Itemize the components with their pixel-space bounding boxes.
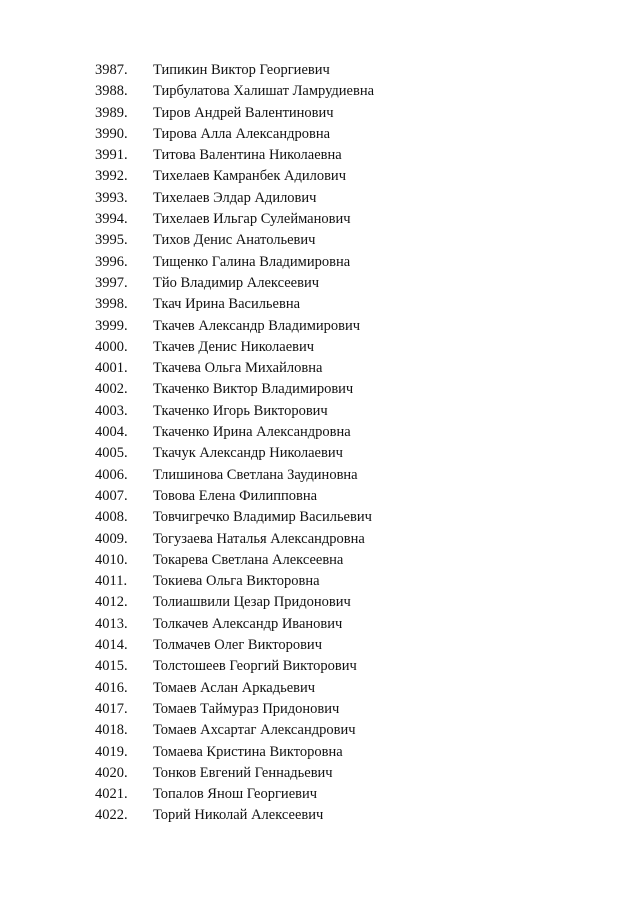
entry-name: Томаев Ахсартаг Александрович xyxy=(153,722,356,739)
entry-number: 4012. xyxy=(95,594,128,611)
entry-number: 4018. xyxy=(95,722,128,739)
entry-name: Толкачев Александр Иванович xyxy=(153,615,343,632)
list-item xyxy=(95,230,374,251)
entry-number: 4014. xyxy=(95,637,128,654)
list-item xyxy=(95,316,374,337)
entry-name: Томаев Аслан Аркадьевич xyxy=(153,679,316,696)
list-item xyxy=(95,465,374,486)
entry-number: 3988. xyxy=(95,83,128,100)
entry-name: Тихелаев Камранбек Адилович xyxy=(153,168,346,185)
list-item xyxy=(95,529,374,550)
list-item xyxy=(95,784,374,805)
entry-name: Ткаченко Виктор Владимирович xyxy=(153,381,354,398)
list-item xyxy=(95,720,374,741)
entry-name: Ткачук Александр Николаевич xyxy=(153,445,343,462)
entry-name: Тищенко Галина Владимировна xyxy=(153,253,351,270)
entry-number: 4015. xyxy=(95,658,128,675)
list-item xyxy=(95,614,374,635)
entry-number: 3997. xyxy=(95,274,128,291)
entry-number: 3996. xyxy=(95,253,128,270)
entry-number: 3990. xyxy=(95,125,128,142)
entry-number: 4000. xyxy=(95,338,128,355)
list-item xyxy=(95,656,374,677)
entry-number: 3998. xyxy=(95,296,128,313)
list-item xyxy=(95,103,374,124)
entry-number: 4009. xyxy=(95,530,128,547)
entry-number: 4011. xyxy=(95,573,128,590)
entry-name: Товчигречко Владимир Васильевич xyxy=(153,509,372,526)
entry-number: 4008. xyxy=(95,509,128,526)
list-item xyxy=(95,145,374,166)
list-item xyxy=(95,401,374,422)
list-item xyxy=(95,486,374,507)
entry-number: 3999. xyxy=(95,317,128,334)
entry-name: Тирова Алла Александровна xyxy=(153,125,331,142)
entry-name: Ткаченко Игорь Викторович xyxy=(153,402,328,419)
entry-number: 4020. xyxy=(95,764,128,781)
list-item xyxy=(95,742,374,763)
entry-name: Ткачева Ольга Михайловна xyxy=(153,360,323,377)
list-item xyxy=(95,166,374,187)
entry-number: 4022. xyxy=(95,807,128,824)
entry-name: Тихов Денис Анатольевич xyxy=(153,232,316,249)
entry-name: Тонков Евгений Геннадьевич xyxy=(153,764,333,781)
entry-name: Толмачев Олег Викторович xyxy=(153,637,322,654)
list-item xyxy=(95,550,374,571)
list-item xyxy=(95,379,374,400)
entry-number: 3989. xyxy=(95,104,128,121)
entry-number: 3987. xyxy=(95,62,128,78)
entry-name: Ткачев Александр Владимирович xyxy=(153,317,361,334)
entry-number: 4019. xyxy=(95,743,128,760)
list-item xyxy=(95,358,374,379)
entry-name: Толиашвили Цезар Придонович xyxy=(153,594,351,611)
entry-number: 3993. xyxy=(95,189,128,206)
entry-name: Тирбулатова Халишат Ламрудиевна xyxy=(153,83,375,100)
entry-name: Торий Николай Алексеевич xyxy=(153,807,324,824)
entry-number: 3995. xyxy=(95,232,128,249)
list-item xyxy=(95,124,374,145)
list-item xyxy=(95,678,374,699)
entry-name: Токиева Ольга Викторовна xyxy=(153,573,320,590)
entry-name: Титова Валентина Николаевна xyxy=(153,147,342,164)
entry-number: 4005. xyxy=(95,445,128,462)
entry-name: Токарева Светлана Алексеевна xyxy=(153,551,344,568)
list-item xyxy=(95,294,374,315)
entry-name: Толстошеев Георгий Викторович xyxy=(153,658,357,675)
list-item xyxy=(95,252,374,273)
name-list xyxy=(95,60,374,827)
list-item xyxy=(95,81,374,102)
list-item xyxy=(95,422,374,443)
entry-name: Товова Елена Филипповна xyxy=(153,487,318,504)
list-item xyxy=(95,337,374,358)
entry-name: Тихелаев Элдар Адилович xyxy=(153,189,317,206)
list-item xyxy=(95,763,374,784)
entry-number: 4003. xyxy=(95,402,128,419)
entry-name: Тиров Андрей Валентинович xyxy=(153,104,334,121)
entry-name: Тихелаев Ильгар Сулейманович xyxy=(153,211,351,228)
entry-number: 4006. xyxy=(95,466,128,483)
entry-name: Томаева Кристина Викторовна xyxy=(153,743,343,760)
entry-name: Топалов Янош Георгиевич xyxy=(153,786,318,803)
list-item xyxy=(95,507,374,528)
list-item xyxy=(95,635,374,656)
list-item xyxy=(95,571,374,592)
entry-number: 4010. xyxy=(95,551,128,568)
entry-number: 3991. xyxy=(95,147,128,164)
entry-name: Типикин Виктор Георгиевич xyxy=(153,62,330,78)
list-item xyxy=(95,805,374,826)
entry-name: Ткаченко Ирина Александровна xyxy=(153,424,351,441)
entry-number: 4017. xyxy=(95,700,128,717)
entry-number: 4013. xyxy=(95,615,128,632)
entry-number: 4004. xyxy=(95,424,128,441)
list-item xyxy=(95,273,374,294)
entry-number: 4007. xyxy=(95,487,128,504)
list-item xyxy=(95,699,374,720)
entry-number: 4016. xyxy=(95,679,128,696)
list-item xyxy=(95,592,374,613)
entry-name: Тйо Владимир Алексеевич xyxy=(153,274,319,291)
entry-name: Ткач Ирина Васильевна xyxy=(153,296,301,313)
list-item xyxy=(95,209,374,230)
entry-name: Тлишинова Светлана Заудиновна xyxy=(153,466,358,483)
list-item xyxy=(95,188,374,209)
entry-name: Томаев Таймураз Придонович xyxy=(153,700,340,717)
entry-number: 4002. xyxy=(95,381,128,398)
entry-name: Ткачев Денис Николаевич xyxy=(153,338,315,355)
list-item xyxy=(95,60,374,81)
entry-name: Тогузаева Наталья Александровна xyxy=(153,530,365,547)
entry-number: 3994. xyxy=(95,211,128,228)
entry-number: 3992. xyxy=(95,168,128,185)
entry-number: 4001. xyxy=(95,360,128,377)
entry-number: 4021. xyxy=(95,786,128,803)
list-item xyxy=(95,443,374,464)
